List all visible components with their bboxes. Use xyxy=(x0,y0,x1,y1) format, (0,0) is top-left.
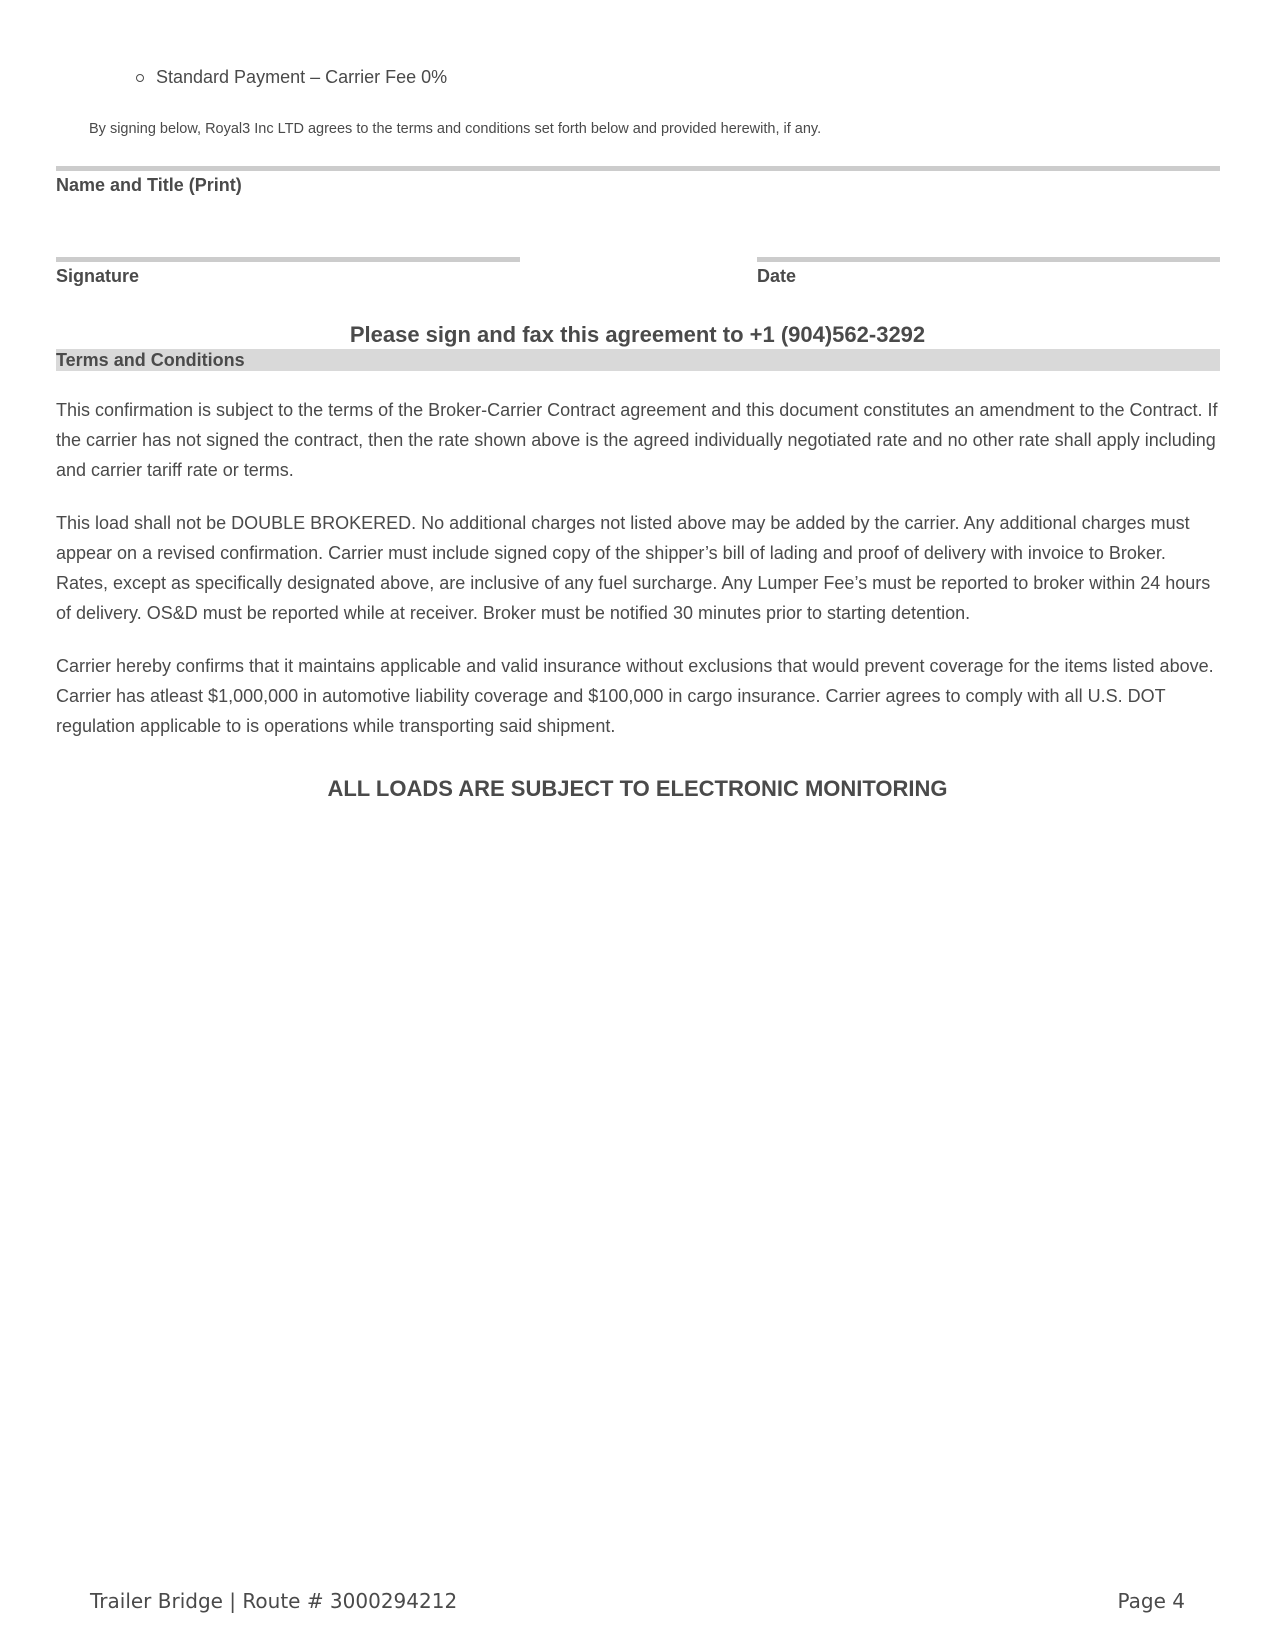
footer-page-number: Page 4 xyxy=(1117,1589,1185,1613)
fax-instruction: Please sign and fax this agreement to +1 (904)562-3292 xyxy=(349,322,926,347)
terms-paragraph-contract: This confirmation is subject to the terms of the Broker-Carrier Contract agreement and this document constitutes an amendment to the Contract. If the carrier has not signed the contract, then the rate shown above is the agreed individually negotiated rate and no other rate shall apply including and carrier tariff rate or terms. xyxy=(56,400,1218,480)
payment-option-item xyxy=(156,66,447,88)
terms-heading-bar xyxy=(56,349,1220,371)
terms-heading: Terms and Conditions xyxy=(56,350,245,370)
circle-bullet-icon xyxy=(136,74,144,82)
agreement-statement: By signing below, Royal3 Inc LTD agrees to the terms and conditions set forth below and provided herewith, if any. xyxy=(89,121,822,137)
date-label: Date xyxy=(757,266,797,286)
payment-options-list xyxy=(156,66,447,88)
terms-paragraph-brokering: This load shall not be DOUBLE BROKERED. No additional charges not listed above may be added by the carrier. Any additional charges must appear on a revised confirmation. Carrier must include signed copy of the shipper’s bill of lading and proof of delivery with invoice to Broker. Rates, except as specifically designated above, are inclusive of any fuel surcharge. Any Lumper Fee’s must be reported to broker within 24 hours of delivery. OS&D must be reported while at receiver. Broker must be notified 30 minutes prior to starting detention. xyxy=(56,513,1211,623)
monitoring-notice: ALL LOADS ARE SUBJECT TO ELECTRONIC MONITORING xyxy=(327,776,948,801)
signature-line[interactable] xyxy=(56,257,520,262)
terms-paragraph-insurance: Carrier hereby confirms that it maintains applicable and valid insurance without exclusions that would prevent coverage for the items listed above. Carrier has atleast $1,000,000 in automotive liability coverage and $100,000 in cargo insurance. Carrier agrees to comply with all U.S. DOT regulation applicable to is operations while transporting said shipment. xyxy=(56,656,1214,736)
footer-route: Trailer Bridge | Route # 3000294212 xyxy=(90,1589,458,1613)
name-title-line[interactable] xyxy=(56,166,1220,171)
date-line[interactable] xyxy=(757,257,1220,262)
signature-label: Signature xyxy=(56,266,140,286)
terms-body xyxy=(56,395,1220,764)
payment-option-text: Standard Payment – Carrier Fee 0% xyxy=(156,67,448,87)
name-title-label: Name and Title (Print) xyxy=(56,175,242,195)
